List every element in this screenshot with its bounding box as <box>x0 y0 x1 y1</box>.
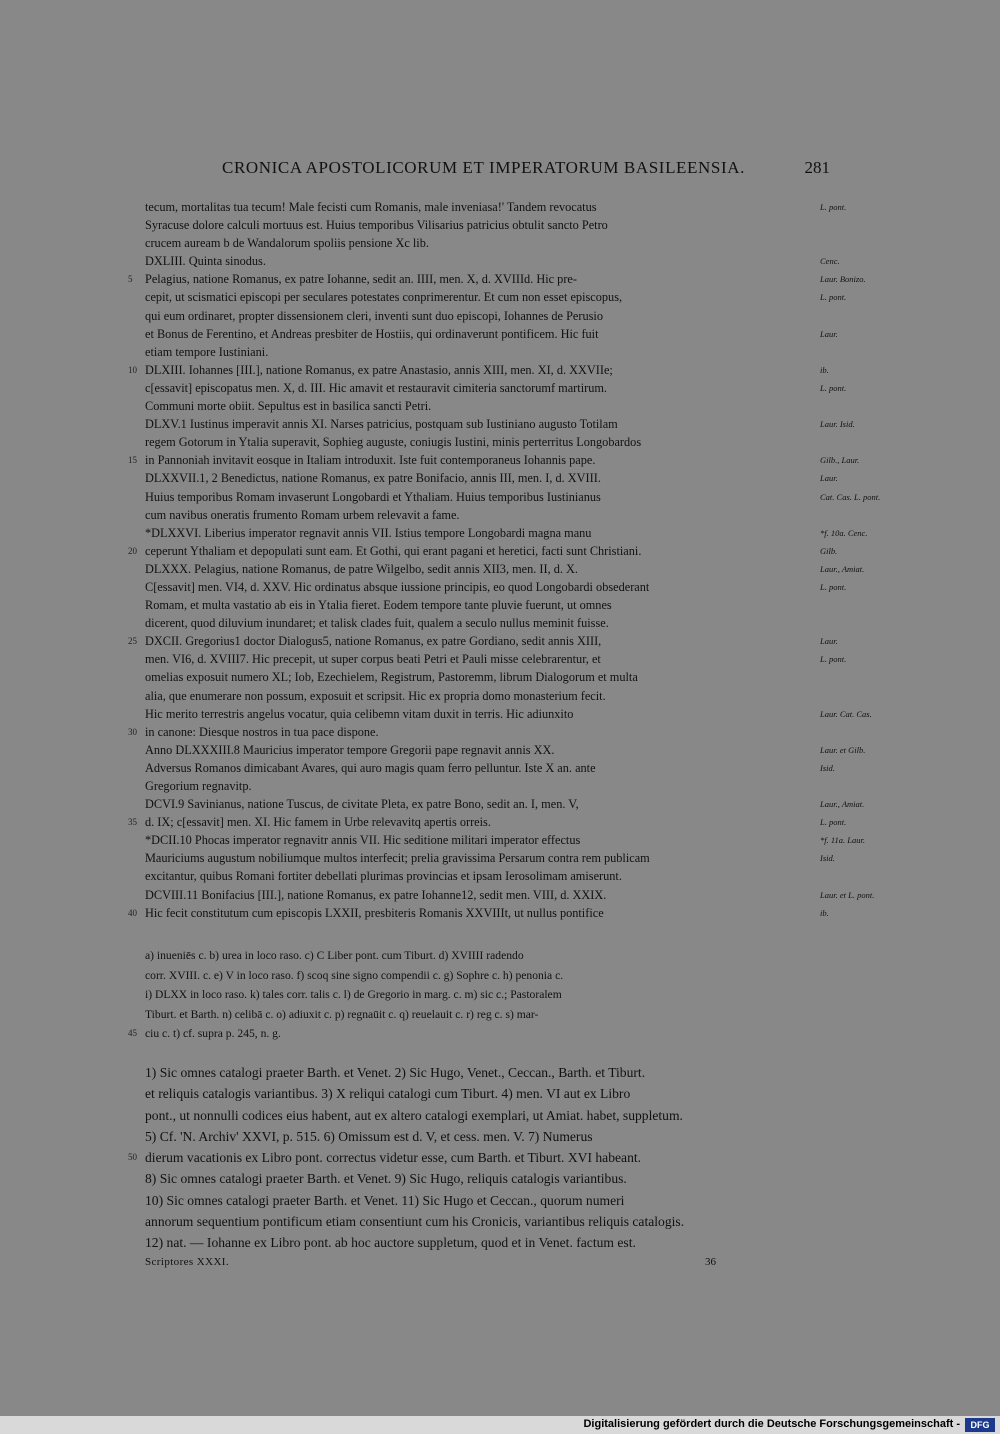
margin-note: Cat. Cas. L. pont. <box>820 491 881 502</box>
margin-note: Laur. <box>820 328 838 339</box>
line-text: DLXXX. Pelagius, natione Romanus, de patre Wilgelbo, sedit annis XII3, men. II, d. X. <box>145 561 579 576</box>
line-text: DLXXVII.1, 2 Benedictus, natione Romanus, ex patre Bonifacio, annis III, men. I, d. XVIII. <box>145 471 601 486</box>
margin-note: ib. <box>820 907 829 918</box>
page-footer <box>145 1256 820 1274</box>
margin-note: L. pont. <box>820 202 847 212</box>
line-text: crucem auream b de Wandalorum spoliis pensione Xc lib. <box>145 236 429 251</box>
text-line <box>145 795 865 813</box>
line-text: 5) Cf. 'N. Archiv' XXVI, p. 515. 6) Omissum est d. V, et cess. men. V. 7) Numerus <box>145 1128 593 1144</box>
line-text: Syracuse dolore calculi mortuus est. Huius temporibus Vilisarius patricius obtulit sancto Petro <box>145 218 608 233</box>
line-number: 35 <box>128 817 137 828</box>
text-line <box>145 687 820 705</box>
line-text: DCVI.9 Savinianus, natione Tuscus, de civitate Pleta, ex patre Bono, sedit an. I, men. V, <box>145 797 579 812</box>
margin-note: L. pont. <box>820 817 847 828</box>
margin-note: L. pont. <box>820 292 847 303</box>
line-text: Mauriciums augustum nobiliumque multos interfecit; prelia gravissima Persarum contra rem publicam <box>145 851 650 866</box>
text-line <box>128 451 860 469</box>
funding-bar <box>0 1416 1000 1434</box>
margin-note: Laur. et Gilb. <box>820 744 866 755</box>
line-text: in Pannoniah invitavit eosque in Italiam introduxit. Iste fuit contemporaneus Iohannis pape. <box>145 453 596 468</box>
margin-note: Laur. Cat. Cas. <box>820 708 872 719</box>
apparatus-line <box>145 966 820 986</box>
text-line <box>145 705 872 723</box>
line-text: Gregorium regnavitp. <box>145 779 252 793</box>
text-line <box>145 886 875 904</box>
margin-note: Isid. <box>820 853 835 864</box>
line-number: 25 <box>128 636 137 647</box>
page-number: 281 <box>804 158 830 177</box>
footnote-line <box>145 1083 820 1104</box>
margin-note: Laur. Isid. <box>820 419 855 430</box>
apparatus-line <box>128 1024 820 1044</box>
text-line <box>128 723 820 741</box>
footnote-line <box>145 1126 820 1147</box>
apparatus-line <box>145 946 820 966</box>
margin-note: L. pont. <box>820 581 847 592</box>
line-text: Romam, et multa vastatio ab eis in Ytalia fieret. Eodem tempore tante pluvie fuerunt, ut omnes <box>145 598 612 613</box>
text-line <box>145 343 820 361</box>
footnote-line <box>145 1168 820 1189</box>
text-line <box>145 614 820 632</box>
line-text: i) DLXX in loco raso. k) tales corr. talis c. l) de Gregorio in marg. c. m) sic c.; Pastoralem <box>145 988 562 1001</box>
margin-note: Gilb. <box>820 545 838 556</box>
margin-note: Laur., Amiat. <box>820 563 865 574</box>
footnotes <box>128 1062 820 1254</box>
margin-note: Isid. <box>820 762 835 773</box>
footnote-line <box>145 1190 820 1211</box>
margin-note: *f. 10a. Cenc. <box>820 527 868 538</box>
text-line <box>145 831 865 849</box>
text-line <box>145 849 835 867</box>
text-line <box>145 759 835 777</box>
line-text: corr. XVIII. c. e) V in loco raso. f) scoq sine signo compendii c. g) Sophre c. h) penonia c. <box>145 968 564 982</box>
line-number: 20 <box>128 545 137 556</box>
line-text: alia, que enumerare non possum, exposuit et scripsit. Hic ex propria domo monasterium fecit. <box>145 688 606 703</box>
footnote-line <box>145 1211 820 1232</box>
margin-note: Cenc. <box>820 256 840 267</box>
apparatus-line <box>145 1005 820 1025</box>
line-text: Communi morte obiit. Sepultus est in basilica sancti Petri. <box>145 399 432 414</box>
footnote-line <box>145 1062 820 1083</box>
line-text: Tiburt. et Barth. n) celibā c. o) adiuxit c. p) regnaūit c. q) reuelauit c. r) reg c. s) mar- <box>145 1007 539 1021</box>
text-line <box>145 415 855 433</box>
line-text: C[essavit] men. VI4, d. XXV. Hic ordinatus absque iussione principis, eo quod Longobardi obsederant <box>145 579 650 594</box>
line-number: 5 <box>128 274 133 285</box>
line-text: tecum, mortalitas tua tecum! Male fecisti cum Romanis, male inveniasa!' Tandem revocatus <box>145 200 597 214</box>
line-text: Adversus Romanos dimicabant Avares, qui auro magis quam ferro pelluntur. Iste X an. ante <box>145 760 596 775</box>
line-text: DXCII. Gregorius1 doctor Dialogus5, natione Romanus, ex patre Gordiano, sedit annis XIII, <box>145 634 602 649</box>
line-text: in canone: Diesque nostros in tua pace dispone. <box>145 724 379 739</box>
signature-mark: 36 <box>705 1256 716 1268</box>
text-line <box>145 307 820 325</box>
text-line <box>145 867 820 885</box>
line-text: c[essavit] episcopatus men. X, d. III. Hic amavit et restauravit cimiteria sanctorumf martirum. <box>145 380 607 395</box>
text-line <box>145 379 847 397</box>
line-text: etiam tempore Iustiniani. <box>145 344 269 359</box>
main-text <box>128 198 881 922</box>
text-line <box>145 198 847 216</box>
text-line <box>145 506 820 524</box>
line-number: 50 <box>128 1152 137 1163</box>
text-line <box>145 488 881 506</box>
margin-note: Laur., Amiat. <box>820 799 865 810</box>
margin-note: L. pont. <box>820 382 847 393</box>
text-line <box>145 325 838 343</box>
text-line <box>145 234 820 252</box>
line-text: Anno DLXXXIII.8 Mauricius imperator tempore Gregorii pape regnavit annis XX. <box>145 742 555 757</box>
funding-text: Digitalisierung gefördert durch die Deutsche Forschungsgemeinschaft - <box>583 1418 960 1430</box>
line-text: pont., ut nonnulli codices eius habent, aut ex altero catalogi exemplari, ut Amiat. habet, suppletum. <box>145 1107 683 1123</box>
line-text: DLXV.1 Iustinus imperavit annis XI. Narses patricius, postquam sub Iustiniano augusto Totilam <box>145 417 618 432</box>
line-text: *DLXXVI. Liberius imperator regnavit annis VII. Istius tempore Longobardi magna manu <box>145 525 592 540</box>
text-line <box>145 252 840 270</box>
text-line <box>128 632 838 650</box>
footnote-line <box>145 1105 820 1126</box>
critical-apparatus <box>128 946 820 1044</box>
line-number: 30 <box>128 726 137 737</box>
margin-note: L. pont. <box>820 654 847 665</box>
margin-note: Gilb., Laur. <box>820 455 860 466</box>
line-number: 15 <box>128 455 137 466</box>
line-text: 1) Sic omnes catalogi praeter Barth. et Venet. 2) Sic Hugo, Venet., Ceccan., Barth. et Tiburt. <box>145 1065 646 1080</box>
line-number: 45 <box>128 1028 137 1038</box>
line-text: excitantur, quibus Romani fortiter debellati plurimas provincias et ipsam Ierosolimam amiserunt. <box>145 869 622 884</box>
line-text: 12) nat. — Iohanne ex Libro pont. ab hoc auctore suppletum, quod et in Venet. factum est. <box>145 1235 636 1251</box>
line-text: et reliquis catalogis variantibus. 3) X reliqui catalogi cum Tiburt. 4) men. VI aut ex Libro <box>145 1086 631 1102</box>
text-line <box>128 270 866 288</box>
text-line <box>145 650 847 668</box>
text-line <box>145 578 847 596</box>
line-text: DCVIII.11 Bonifacius [III.], natione Romanus, ex patre Iohanne12, sedit men. VIII, d. XXIX. <box>145 887 607 902</box>
line-text: a) inueniēs c. b) urea in loco raso. c) C Liber pont. cum Tiburt. d) XVIIII radendo <box>145 949 524 962</box>
line-text: *DCII.10 Phocas imperator regnavitr annis VII. Hic seditione militari imperator effectus <box>145 833 581 848</box>
text-line <box>128 904 829 922</box>
series-title: Scriptores XXXI. <box>145 1256 229 1268</box>
line-text: Huius temporibus Romam invaserunt Longobardi et Ythaliam. Huius temporibus Iustinianus <box>145 489 601 504</box>
line-text: 10) Sic omnes catalogi praeter Barth. et Venet. 11) Sic Hugo et Ceccan., quorum numeri <box>145 1192 625 1208</box>
margin-note: Laur. Bonizo. <box>820 274 866 285</box>
text-line <box>145 216 820 234</box>
line-text: qui eum ordinaret, propter dissensionem cleri, inventi sunt duo episcopi, Iohannes de Perusio <box>145 308 603 323</box>
line-text: DXLIII. Quinta sinodus. <box>145 254 266 269</box>
line-text: d. IX; c[essavit] men. XI. Hic famem in Urbe relevavitq apertis orreis. <box>145 815 491 830</box>
text-line <box>145 596 820 614</box>
line-text: annorum sequentium pontificum etiam consentiunt cum his Cronicis, variantibus reliquis catalogis. <box>145 1214 685 1230</box>
text-line <box>145 741 866 759</box>
apparatus-line <box>145 985 820 1005</box>
line-text: dicerent, quod diluvium inundaret; et talisk clades fuit, qualem a seculo nullus meminit fuisse. <box>145 616 609 631</box>
running-title: CRONICA APOSTOLICORUM ET IMPERATORUM BASILEENSIA. <box>222 158 745 177</box>
text-line <box>145 668 820 686</box>
line-number: 40 <box>128 907 137 918</box>
page-header <box>140 158 830 182</box>
line-text: et Bonus de Ferentino, et Andreas presbiter de Hostiis, qui ordinaverunt pontificem. Hic fuit <box>145 326 599 341</box>
line-text: men. VI6, d. XVIII7. Hic precepit, ut super corpus beati Petri et Pauli misse celebrarentur, et <box>145 652 601 667</box>
line-text: Hic fecit constitutum cum episcopis LXXII, presbiteris Romanis XXVIIIt, ut nullus pontifice <box>145 905 604 920</box>
line-text: ciu c. t) cf. supra p. 245, n. g. <box>145 1027 281 1040</box>
text-line <box>145 288 847 306</box>
margin-note: Laur. et L. pont. <box>820 889 875 900</box>
line-text: Pelagius, natione Romanus, ex patre Iohanne, sedit an. IIII, men. X, d. XVIIId. Hic pre- <box>145 272 577 287</box>
footnote-line <box>128 1147 820 1168</box>
margin-note: *f. 11a. Laur. <box>820 835 865 846</box>
text-line <box>145 560 865 578</box>
line-text: 8) Sic omnes catalogi praeter Barth. et Venet. 9) Sic Hugo, reliquis catalogis variantibus. <box>145 1171 627 1187</box>
line-text: cum navibus oneratis frumento Romam urbem relevavit a fame. <box>145 507 460 522</box>
line-text: dierum vacationis ex Libro pont. correctus videtur esse, cum Barth. et Tiburt. XVI habeant. <box>145 1150 642 1166</box>
line-text: ceperunt Ythaliam et depopulati sunt eam. Et Gothi, qui erant pagani et heretici, facti sunt Christiani. <box>145 543 642 558</box>
text-line <box>145 777 820 795</box>
line-text: DLXIII. Iohannes [III.], natione Romanus, ex patre Anastasio, annis XIII, men. XI, d. XXVIIe; <box>145 362 613 377</box>
text-line <box>128 361 829 379</box>
text-line <box>145 433 820 451</box>
line-number: 10 <box>128 364 137 375</box>
margin-note: ib. <box>820 364 829 375</box>
line-text: cepit, ut scismatici episcopi per seculares potestates conprimerentur. Et cum non esset episcopus, <box>145 290 623 305</box>
text-line <box>128 542 838 560</box>
text-line <box>128 813 847 831</box>
margin-note: Laur. <box>820 636 838 647</box>
line-text: regem Gotorum in Ytalia superavit, Sophieg auguste, coniugis Iustini, minis perterritus Longobardos <box>145 435 642 450</box>
line-text: omelias exposuit numero XL; Iob, Ezechielem, Registrum, Pastoremm, librum Dialogorum et multa <box>145 670 638 685</box>
line-text: Hic merito terrestris angelus vocatur, quia celibemn vitam duxit in terris. Hic adiunxito <box>145 706 574 721</box>
margin-note: Laur. <box>820 473 838 484</box>
footnote-line <box>145 1232 820 1253</box>
dfg-logo[interactable]: DFG <box>965 1418 995 1432</box>
text-line <box>145 524 868 542</box>
text-line <box>145 469 838 487</box>
text-line <box>145 397 820 415</box>
